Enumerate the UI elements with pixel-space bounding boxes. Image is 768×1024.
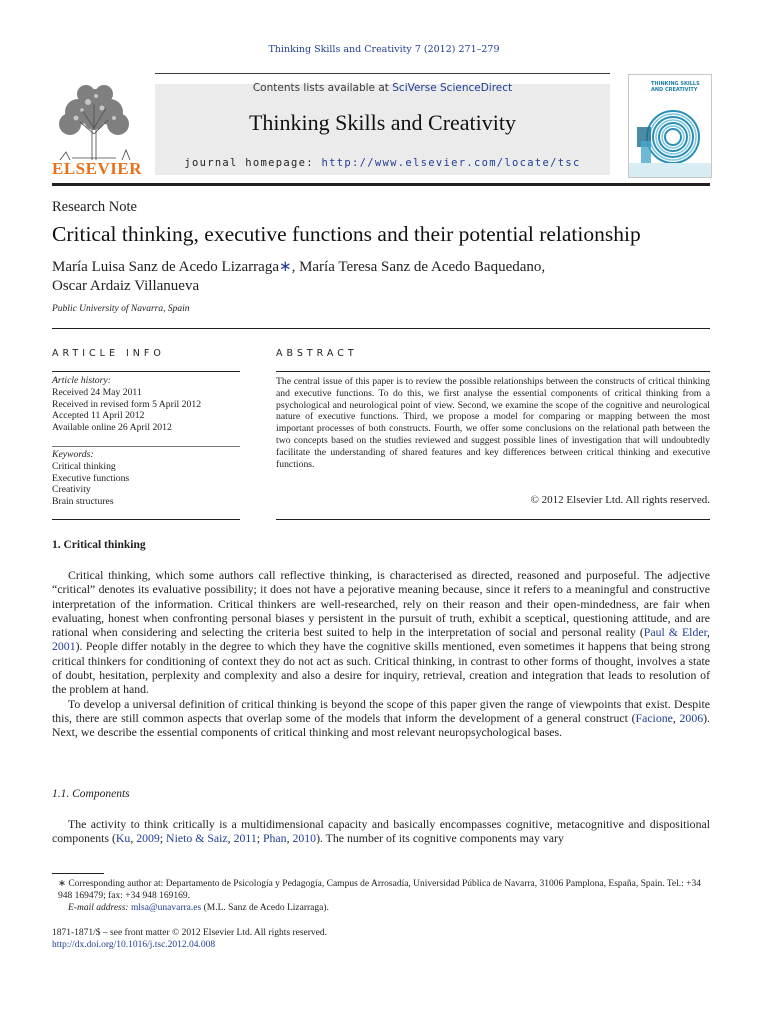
citation-year-link[interactable]: 2006 xyxy=(679,710,704,725)
bottom-info xyxy=(52,927,710,951)
keywords xyxy=(52,449,242,508)
publisher-name: ELSEVIER xyxy=(52,159,142,178)
footnote xyxy=(52,878,710,914)
p3-text-a: The activity to think critically is a multidimensional capacity and basically encompasses cognitive, metacognitive and dispositional components ( xyxy=(52,817,710,846)
doi-link[interactable]: http://dx.doi.org/10.1016/j.tsc.2012.04.008 xyxy=(52,940,216,950)
author-2[interactable]: , María Teresa Sanz de Acedo Baquedano, xyxy=(291,259,546,275)
citation-link[interactable]: Paul & Elder xyxy=(643,625,708,640)
paragraph-3: The activity to think critically is a multidimensional capacity and basically encompasses cognitive, metacognitive and dispositional components (Ku, 2009; Nieto & Saiz, 2011; Phan, 2010). The number of its cognitive components may vary xyxy=(52,817,710,846)
corresponding-author-note xyxy=(52,878,710,902)
history-accepted: Accepted 11 April 2012 xyxy=(52,410,145,422)
journal-homepage xyxy=(155,157,610,169)
footnote-rule xyxy=(52,873,104,874)
history-revised: Received in revised form 5 April 2012 xyxy=(52,398,202,410)
citation-year-link[interactable]: 2009 xyxy=(136,831,160,846)
elsevier-tree-logo xyxy=(52,82,137,160)
paragraph-2: To develop a universal definition of critical thinking is beyond the scope of this paper given the range of viewpoints that exist. Despite this, there are still common aspects that overlap some of the models that inform the development of a general construct (Facione, 2006). Next, we describe the essential components of critical thinking and most relevant neuropsychological bases. xyxy=(52,696,710,740)
author-3[interactable]: Oscar Ardaiz Villanueva xyxy=(52,278,200,294)
subsection-heading: 1.1. Components xyxy=(52,788,130,800)
citation-year-link[interactable]: 2001 xyxy=(52,639,76,654)
cover-title xyxy=(651,81,700,93)
p1-text-b: ). People differ notably in the degree to which they have the cognitive skills mentioned, even sometimes it happens that being strong critical thinkers for conditioning of context they do not act as such. Critical thinking, in contrast to other forms of thought, involves a state of doubt, hesitation, perplexity and complexity and also a desire for inquiry, retrieval, creation and integration that leads to resolution of the problem at hand. xyxy=(52,639,710,697)
cover-art xyxy=(629,97,711,177)
article-history xyxy=(52,375,242,434)
issn-line: 1871-1871/$ – see front matter © 2012 Elsevier Ltd. All rights reserved. xyxy=(52,928,328,938)
citation-year-link[interactable]: 2010 xyxy=(292,831,317,846)
email-suffix: (M.L. Sanz de Acedo Lizarraga). xyxy=(201,903,329,913)
article-info-rule-mid xyxy=(52,446,240,447)
paper-title: Critical thinking, executive functions and their potential relationship xyxy=(52,222,641,246)
sciencedirect-link[interactable]: SciVerse ScienceDirect xyxy=(392,82,513,94)
p1-text-a: Critical thinking, which some authors call reflective thinking, is characterised as directed, reasoned and purposeful. The adjective “critical” denotes its evaluative possibility; it does not have a pejorative meaning because, since it refers to a meaningful and constructive interpretation of the information. Critical thinkers are well-researched, rely on their reason and their open-mindedness, are fair when evaluating, honest when confronting personal biases y persistent in the pursuit of truth, exhibit a sceptical, questioning attitude, and are rational when considering and selecting the criteria best suited to help in the interpretation of social and personal reality ( xyxy=(52,568,710,640)
keywords-label: Keywords: xyxy=(52,449,94,460)
paragraph-1: Critical thinking, which some authors call reflective thinking, is characterised as directed, reasoned and purposeful. The adjective “critical” denotes its evaluative possibility; it does not have a pejorative meaning because, since it refers to a meaningful and constructive interpretation of the information. Critical thinkers are well-researched, rely on their reason and their open-mindedness, are fair when evaluating, honest when confronting personal biases y persistent in the pursuit of truth, exhibit a sceptical, questioning attitude, and are rational when considering and selecting the criteria best suited to help in the interpretation of social and personal reality (Paul & Elder, 2001). People differ notably in the degree to which they have the cognitive skills mentioned, even sometimes it happens that being strong critical thinkers for conditioning of context they do not act as such. Critical thinking, in contrast to other forms of thought, involves a state of doubt, hesitation, perplexity and complexity and also a desire for inquiry, retrieval, creation and integration that leads to resolution of the problem at hand. xyxy=(52,568,710,697)
history-online: Available online 26 April 2012 xyxy=(52,422,172,434)
contents-line xyxy=(155,82,610,94)
homepage-link[interactable]: http://www.elsevier.com/locate/tsc xyxy=(321,157,581,169)
p2-text-a: To develop a universal definition of critical thinking is beyond the scope of this paper given the range of viewpoints that exist. Despite this, there are still common aspects that overlap some of the models that inform the development of a general construct ( xyxy=(52,696,710,725)
author-list xyxy=(52,258,692,296)
article-info-rule-top xyxy=(52,371,240,372)
citation-link[interactable]: Ku xyxy=(115,831,131,846)
cover-title-line1: THINKING SKILLS xyxy=(651,81,700,87)
keyword-item: Brain structures xyxy=(52,496,114,508)
header-divider xyxy=(52,183,710,186)
meta-divider xyxy=(52,328,710,329)
section-body xyxy=(52,568,710,740)
email-label: E-mail address: xyxy=(68,903,129,913)
keyword-item: Executive functions xyxy=(52,472,130,484)
email-link[interactable]: mlsa@unavarra.es xyxy=(130,903,202,913)
email-line xyxy=(52,902,710,914)
footnote-star: ∗ xyxy=(58,879,66,889)
citation-link[interactable]: Facione xyxy=(635,710,673,725)
author-line-1 xyxy=(52,258,692,277)
history-received: Received 24 May 2011 xyxy=(52,386,142,398)
section-heading: 1. Critical thinking xyxy=(52,539,146,551)
corresponding-author-marker[interactable]: ∗ xyxy=(278,259,292,275)
affiliation: Public University of Navarra, Spain xyxy=(52,304,190,314)
homepage-prefix: journal homepage: xyxy=(184,157,322,169)
journal-reference[interactable] xyxy=(0,44,768,55)
abstract-copyright: © 2012 Elsevier Ltd. All rights reserved. xyxy=(530,494,710,506)
article-type: Research Note xyxy=(52,199,137,215)
keyword-item: Critical thinking xyxy=(52,460,116,472)
keyword-item: Creativity xyxy=(52,484,91,496)
article-history-label: Article history: xyxy=(52,375,111,386)
footnote-corresponding: Corresponding author at: Departamento de Psicología y Pedagogía, Campus de Arrosadía, Universidad Pública de Navarra, 31006 Pamplona, España, Spain. Tel.: +34 948 169479; fax: +34 948 169169. xyxy=(58,879,702,901)
p2-text-b: ). Next, we describe the essential components of critical thinking and most relevant neuropsychological bases. xyxy=(52,710,710,740)
citation-link[interactable]: Phan xyxy=(262,831,287,846)
article-info-heading: ARTICLE INFO xyxy=(52,348,165,359)
abstract-rule-bottom xyxy=(276,519,710,520)
author-1[interactable]: María Luisa Sanz de Acedo Lizarraga xyxy=(52,259,279,275)
citation-link[interactable]: Nieto & Saiz xyxy=(166,831,228,846)
abstract-heading: ABSTRACT xyxy=(276,348,358,359)
journal-title: Thinking Skills and Creativity xyxy=(248,110,517,135)
abstract-text: The central issue of this paper is to review the possible relationships between the constructs of critical thinking and executive functions. To do this, we first analyse the essential components of critical thinking from a psychological and neurological point of view. Second, we examine the scope of the cognitive and neurological nature of executive functions. Third, we propose a model for comparing or mapping between the most important processes of both constructs. Fourth, we offer some conclusions on the relational path between the two concepts based on the studies reviewed and suggest possible lines of investigation that will undoubtedly facilitate the understanding of shared features and key differences between critical thinking and executive functions. xyxy=(276,376,710,470)
citation-year-link[interactable]: 2011 xyxy=(233,831,257,846)
contents-prefix: Contents lists available at xyxy=(252,82,393,94)
journal-reference-link[interactable]: Thinking Skills and Creativity 7 (2012) 271–279 xyxy=(268,44,500,55)
article-info-rule-bottom xyxy=(52,519,240,520)
abstract-rule-top xyxy=(276,371,710,372)
header-top-rule xyxy=(155,73,610,74)
subsection-body xyxy=(52,817,710,846)
journal-cover[interactable] xyxy=(628,74,712,178)
cover-title-line2: AND CREATIVITY xyxy=(651,87,698,93)
p3-text-b: ). The number of its cognitive components may vary xyxy=(316,831,564,846)
